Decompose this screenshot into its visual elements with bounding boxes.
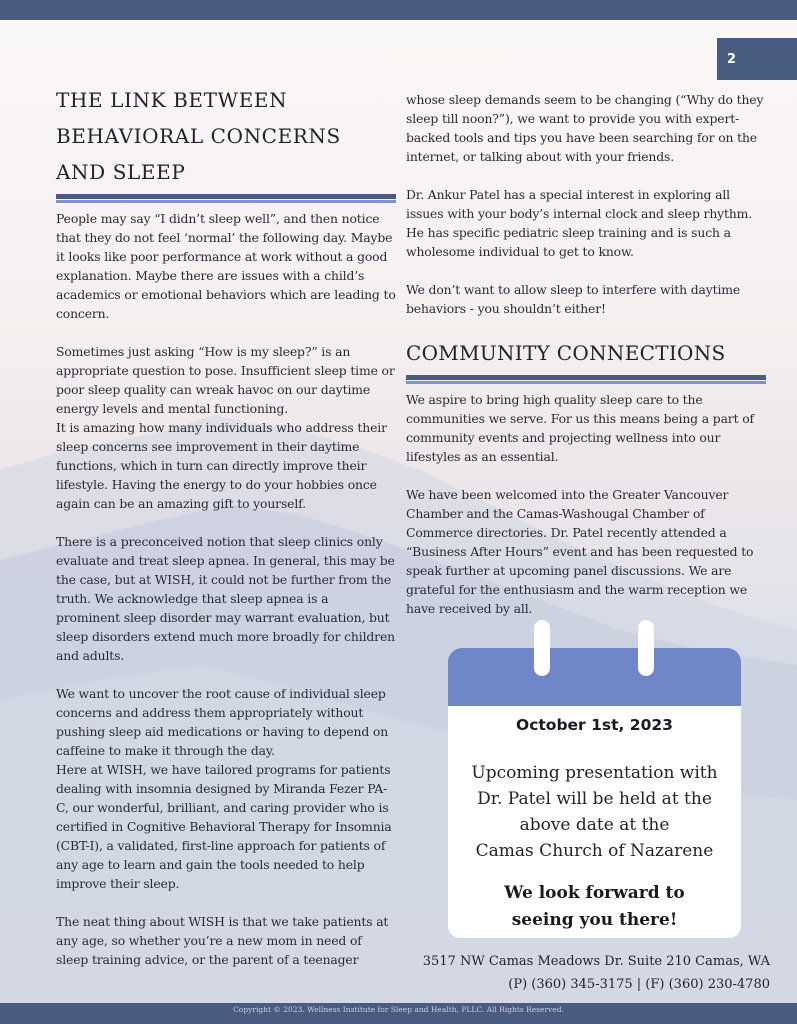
- paragraph: Dr. Ankur Patel has a special interest in exploring all issues with your body’s internal clock and sleep rhythm. He has specific pediatric sleep training and is such a wholesome individual to get to know.: [406, 187, 753, 259]
- copyright-text: Copyright © 2023. Wellness Institute for Sleep and Health, PLLC. All Rights Reserved.: [233, 1005, 564, 1014]
- left-column: [56, 82, 396, 988]
- event-calendar-card: [448, 648, 741, 938]
- address-line: 3517 NW Camas Meadows Dr. Suite 210 Camas, WA: [422, 954, 770, 969]
- contact-info: [400, 950, 770, 996]
- paragraph: People may say “I didn’t sleep well”, and then notice that they do not feel ‘normal’ the following day. Maybe it looks like poor performance at work without a good explanation. Maybe there are issues with a child’s academics or emotional behaviors which are leading to concern.: [56, 211, 396, 321]
- paragraph: whose sleep demands seem to be changing (“Why do they sleep till noon?”), we want to provide you with expert-backed tools and tips you have been searching for on the internet, or talking about with your friends.: [406, 92, 764, 164]
- calendar-ring-icon: [534, 620, 550, 676]
- calendar-ring-icon: [638, 620, 654, 676]
- heading-line: AND SLEEP: [56, 160, 186, 184]
- heading-divider: [406, 375, 766, 384]
- closing-line: We look forward to: [504, 883, 685, 903]
- event-date: October 1st, 2023: [516, 716, 673, 734]
- event-description: [448, 760, 741, 864]
- closing-line: seeing you there!: [511, 910, 678, 930]
- paragraph: We have been welcomed into the Greater Vancouver Chamber and the Camas-Washougal Chamber of Commerce directories. Dr. Patel recently attended a “Business After Hours” event and has been requested to speak further at upcoming panel discussions. We are grateful for the enthusiasm and the warm reception we have received by all.: [406, 487, 754, 616]
- paragraph: We want to uncover the root cause of individual sleep concerns and address them appropriately without pushing sleep aid medications or having to depend on caffeine to make it through the day. Here at WISH, we have tailored programs for patients dealing with insomnia designed by Miranda Fezer PA-C, our wonderful, brilliant, and caring provider who is certified in Cognitive Behavioral Therapy for Insomnia (CBT-I), a validated, first-line approach for patients of any age to learn and gain the tools needed to help improve their sleep.: [56, 686, 392, 891]
- top-bar: [0, 0, 797, 20]
- phone-line: (P) (360) 345-3175 | (F) (360) 230-4780: [508, 977, 770, 992]
- calendar-header: [448, 648, 741, 706]
- paragraph: Sometimes just asking “How is my sleep?” is an appropriate question to pose. Insufficient sleep time or poor sleep quality can wreak havoc on our daytime energy levels and mental functioning. It is amazing how many individuals who address their sleep concerns see improvement in their daytime functions, which in turn can directly improve their lifestyle. Having the energy to do your hobbies once again can be an amazing gift to yourself.: [56, 344, 395, 511]
- page-number: 2: [717, 38, 797, 80]
- paragraph: We aspire to bring high quality sleep care to the communities we serve. For us this means being a part of community events and projecting wellness into our lifestyles as an essential.: [406, 392, 754, 464]
- footer-bar: [0, 1003, 797, 1024]
- right-column: [406, 90, 766, 637]
- heading-line: THE LINK BETWEEN: [56, 88, 288, 112]
- event-line: Dr. Patel will be held at the: [477, 789, 712, 809]
- event-line: Camas Church of Nazarene: [475, 841, 714, 861]
- section-heading-sleep: [56, 82, 396, 190]
- paragraph: There is a preconceived notion that sleep clinics only evaluate and treat sleep apnea. In general, this may be the case, but at WISH, it could not be further from the truth. We acknowledge that sleep apnea is a prominent sleep disorder may warrant evaluation, but sleep disorders extend much more broadly for children and adults.: [56, 534, 395, 663]
- heading-line: BEHAVIORAL CONCERNS: [56, 124, 341, 148]
- event-line: Upcoming presentation with: [471, 763, 718, 783]
- heading-divider: [56, 194, 396, 203]
- paragraph: The neat thing about WISH is that we take patients at any age, so whether you’re a new mom in need of sleep training advice, or the parent of a teenager: [56, 914, 389, 967]
- event-closing: [448, 880, 741, 934]
- section-heading-community: COMMUNITY CONNECTIONS: [406, 341, 726, 365]
- paragraph: We don’t want to allow sleep to interfere with daytime behaviors - you shouldn’t either!: [406, 282, 741, 316]
- event-line: above date at the: [519, 815, 670, 835]
